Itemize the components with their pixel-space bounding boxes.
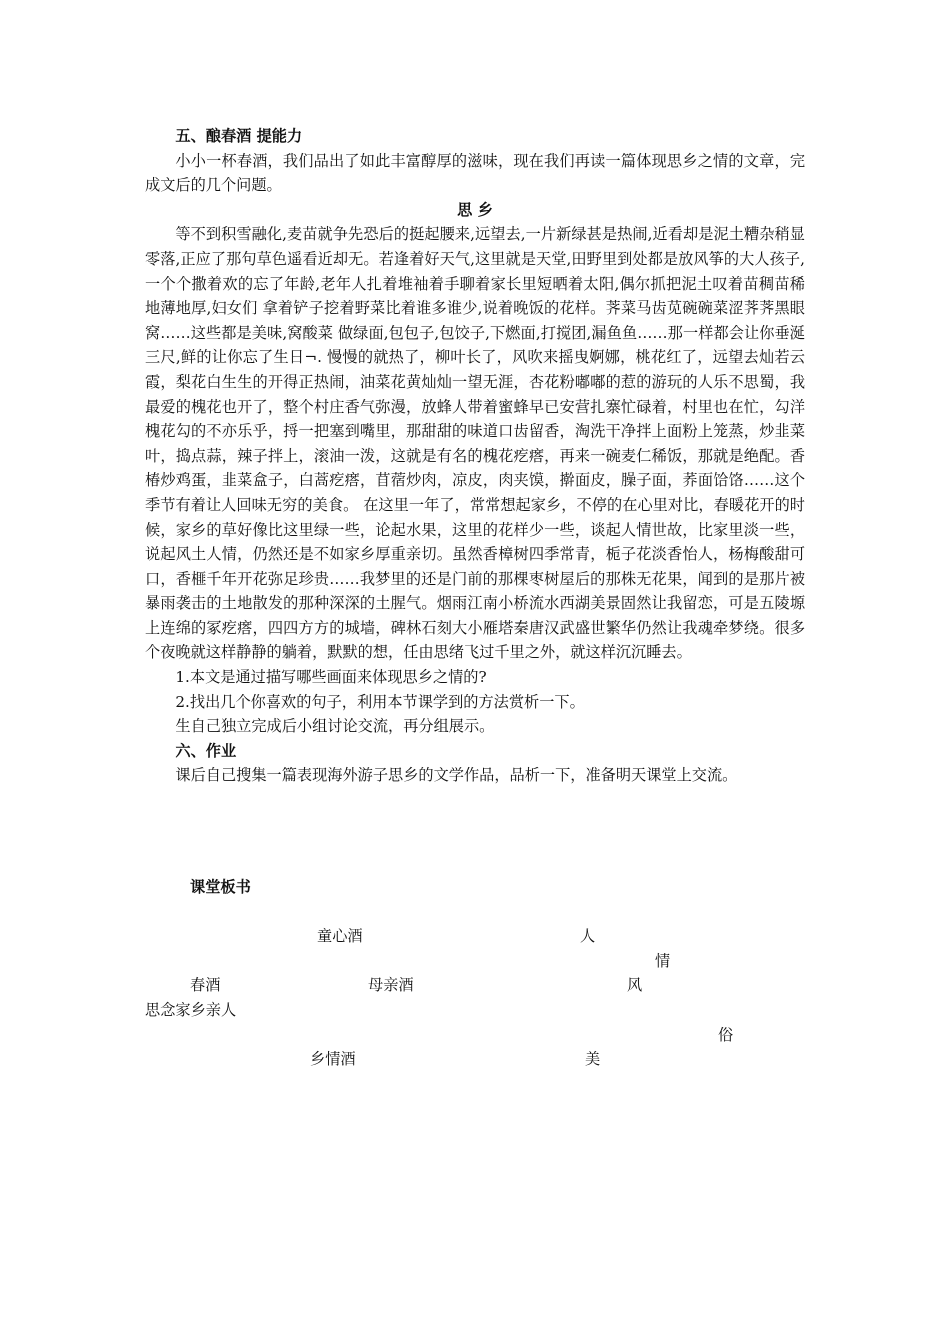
section5-intro: 小小一杯春酒，我们品出了如此丰富醇厚的滋味，现在我们再读一篇体现思乡之情的文章，完成文后的几个问题。 bbox=[145, 151, 805, 195]
board-char-mei: 美 bbox=[585, 1050, 601, 1068]
board-heading: 课堂板书 bbox=[190, 878, 251, 896]
board-wine-spring: 春酒 bbox=[190, 976, 221, 994]
article-title: 思 乡 bbox=[457, 200, 493, 219]
board-wine-mother: 母亲酒 bbox=[368, 976, 414, 994]
board-char-qing: 情 bbox=[655, 952, 671, 970]
board-wine-homesick: 乡情酒 bbox=[310, 1050, 356, 1068]
homework-text: 课后自己搜集一篇表现海外游子思乡的文学作品，品析一下，准备明天课堂上交流。 bbox=[175, 766, 738, 785]
board-theme: 思念家乡亲人 bbox=[145, 1001, 237, 1019]
question-2: 2.找出几个你喜欢的句子，利用本节课学到的方法赏析一下。 bbox=[175, 692, 585, 711]
group-instruction: 生自己独立完成后小组讨论交流，再分组展示。 bbox=[175, 717, 495, 736]
question-1: 1.本文是通过描写哪些画面来体现思乡之情的? bbox=[175, 668, 487, 687]
board-char-ren: 人 bbox=[580, 927, 596, 945]
board-char-su: 俗 bbox=[718, 1026, 734, 1044]
board-char-feng: 风 bbox=[627, 976, 643, 994]
section6-heading: 六、作业 bbox=[175, 741, 237, 760]
article-body: 等不到积雪融化,麦苗就争先恐后的挺起腰来,远望去,一片新绿甚是热闹,近看却是泥土糟杂稍显零落,正应了那句草色遥看近却无。若逢着好天气,这里就是天堂,田野里到处都是放风筝的大人孩子,一个个撒着欢的忘了年龄,老年人扎着堆袖着手聊着家长里短晒着太阳,偶尔抓把泥土叹着苗稠苗稀地薄地厚,妇女们 拿着铲子挖着野菜比着谁多谁少,说着晚饭的花样。荠菜马齿苋碗碗菜涩荠荠黑眼窝……这些都是美味,窝酸菜 做绿面,包包子,包饺子,下燃面,打搅团,漏鱼鱼……那一样都会让你垂涎三尺,鲜的让你忘了生日¬. 慢慢的就热了，柳叶长了，风吹来摇曳婀娜，桃花红了，远望去灿若云霞，梨花白生生的开得正热闹，油菜花黄灿灿一望无涯，杏花粉嘟嘟的惹的游玩的人乐不思蜀，我最爱的槐花也开了，整个村庄香气弥漫，放蜂人带着蜜蜂早已安营扎寨忙碌着，村里也在忙，勾洋槐花勾的不亦乐乎，捋一把塞到嘴里，那甜甜的味道口齿留香，淘洗干净拌上面粉上笼蒸，炒韭菜叶，捣点蒜，辣子拌上，滚油一泼，这就是有名的槐花疙瘩，再来一碗麦仁稀饭，那就是绝配。香椿炒鸡蛋，韭菜盒子，白蒿疙瘩，苜蓿炒肉，凉皮，肉夹馍，擀面皮，臊子面，荞面饸饹……这个季节有着让人回味无穷的美食。 在这里一年了，常常想起家乡，不停的在心里对比，春暖花开的时候，家乡的草好像比这里绿一些，论起水果，这里的花样少一些，谈起人情世故，比家里淡一些，说起风土人情，仍然还是不如家乡厚重亲切。虽然香樟树四季常青，栀子花淡香怡人，杨梅酸甜可口，香榧千年开花弥足珍贵……我梦里的还是门前的那棵枣树屋后的那株无花果，闻到的是那片被暴雨袭击的土地散发的那种深深的土腥气。烟雨江南小桥流水西湖美景固然让我留恋，可是五陵塬上连绵的冢疙瘩，四四方方的城墙，碑林石刻大小雁塔秦唐汉武盛世繁华仍然让我魂牵梦绕。很多个夜晚就这样静静的躺着，默默的想，任由思绪飞过千里之外，就这样沉沉睡去。 bbox=[145, 225, 805, 662]
board-wine-childhood: 童心酒 bbox=[317, 927, 363, 945]
section5-heading: 五、酿春酒 提能力 bbox=[175, 127, 303, 145]
main-text-column bbox=[145, 124, 805, 788]
